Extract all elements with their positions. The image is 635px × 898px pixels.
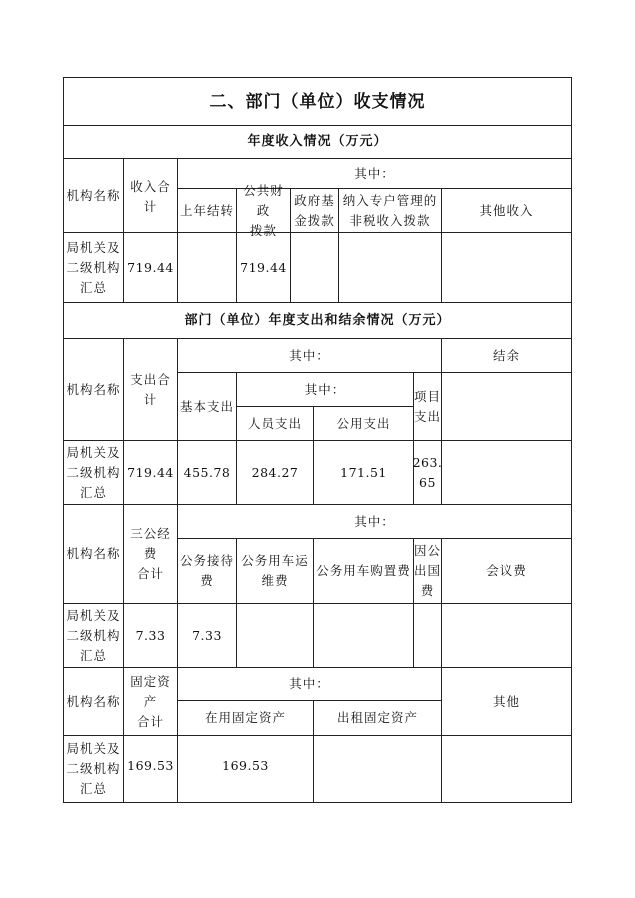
fixed-assets-header-other: 其他 [492, 693, 520, 709]
income-row-prev-year [178, 233, 236, 302]
expense-row-org: 局机关及 二级机构 汇总 [66, 444, 121, 500]
fixed-assets-row-rented [314, 736, 441, 802]
expense-row-personnel: 284.27 [251, 464, 299, 480]
expense-row-surplus [442, 441, 571, 504]
three-public-header-vehicle-purchase: 公务用车购置费 [316, 563, 411, 578]
three-public-row-vehicle-purchase [314, 604, 413, 667]
three-public-header-vehicle-maint: 公务用车运 维费 [241, 553, 309, 588]
fixed-assets-header-among: 其中： [289, 676, 330, 691]
income-header-org: 机构名称 [66, 187, 121, 203]
expense-row-public-use: 171.51 [340, 464, 387, 480]
expense-header-project: 项目 支出 [414, 388, 442, 424]
expense-header-personnel: 人员支出 [247, 415, 302, 431]
expense-header-org: 机构名称 [66, 381, 121, 397]
income-row-total: 719.44 [127, 259, 174, 275]
expense-header-public-use: 公用支出 [336, 415, 391, 431]
income-header-total: 收入合计 [130, 179, 171, 214]
expense-header-total: 支出合计 [130, 371, 171, 407]
fixed-assets-row-org: 局机关及 二级机构 汇总 [66, 741, 121, 796]
three-public-row-reception: 7.33 [192, 627, 222, 643]
income-header-other: 其他收入 [479, 202, 534, 218]
expense-row-project: 263. 65 [412, 454, 443, 490]
three-public-header-meeting: 会议费 [486, 563, 527, 578]
three-public-header-reception: 公务接待 费 [179, 553, 234, 588]
income-row-other [442, 233, 571, 302]
expense-header-among: 其中： [289, 347, 330, 363]
income-header-gov-fund: 政府基 金拨款 [294, 192, 335, 228]
income-row-org: 局机关及 二级机构 汇总 [66, 239, 121, 295]
fixed-assets-row-in-use: 169.53 [222, 758, 269, 773]
fixed-assets-header-in-use: 在用固定资产 [204, 710, 286, 725]
expense-header-basic: 基本支出 [179, 398, 234, 414]
income-section-title: 年度收入情况（万元） [247, 134, 388, 149]
fixed-assets-row-other [442, 736, 571, 802]
fixed-assets-row-total: 169.53 [127, 758, 174, 773]
three-public-row-abroad [414, 604, 441, 667]
expense-row-total: 719.44 [127, 464, 174, 480]
fixed-assets-header-total: 固定资产 合计 [130, 673, 171, 729]
expense-header-surplus: 结余 [492, 347, 520, 363]
three-public-header-total: 三公经费 合计 [130, 526, 171, 581]
three-public-header-org: 机构名称 [66, 546, 121, 561]
three-public-row-org: 局机关及 二级机构 汇总 [66, 607, 121, 663]
income-row-public-fiscal: 719.44 [240, 259, 287, 275]
page-title: 二、部门（单位）收支情况 [209, 91, 426, 112]
three-public-row-total: 7.33 [135, 627, 166, 643]
income-header-public-fiscal: 公共财政 拨款 [243, 182, 284, 238]
income-header-among: 其中： [354, 165, 395, 181]
income-row-gov-fund [291, 233, 338, 302]
expense-section-title: 部门（单位）年度支出和结余情况（万元） [184, 312, 451, 328]
income-row-special-nontax [339, 233, 441, 302]
income-header-prev-year: 上年结转 [179, 202, 234, 218]
fixed-assets-header-org: 机构名称 [66, 693, 121, 709]
expense-row-basic: 455.78 [183, 464, 231, 480]
three-public-row-vehicle-maint [237, 604, 313, 667]
income-header-special-nontax: 纳入专户管理的 非税收入拨款 [342, 192, 438, 228]
three-public-header-among: 其中： [354, 513, 395, 529]
expense-header-among2: 其中： [304, 381, 346, 397]
three-public-row-meeting [442, 604, 571, 667]
fixed-assets-header-rented: 出租固定资产 [336, 710, 418, 725]
three-public-header-abroad: 因公 出国 费 [414, 543, 442, 598]
